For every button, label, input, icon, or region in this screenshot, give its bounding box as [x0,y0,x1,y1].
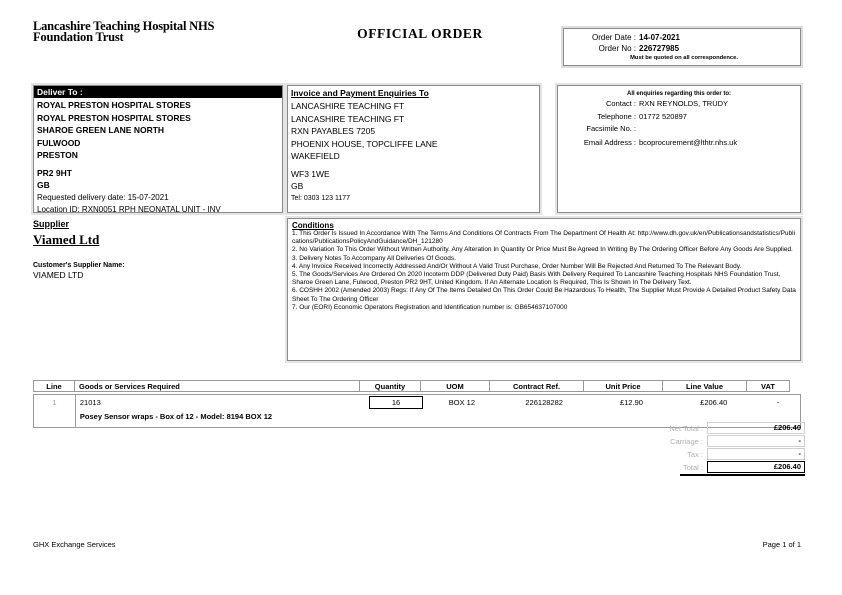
invoice-line: RXN PAYABLES 7205 [291,126,376,136]
row-uom: BOX 12 [448,398,476,407]
order-date-value: 14-07-2021 [639,33,680,42]
invoice-line: LANCASHIRE TEACHING FT [291,113,405,124]
email-value: bcoprocurement@lthtr.nhs.uk [639,137,738,147]
carriage-row [556,435,805,447]
deliver-postcode: PR2 9HT [37,167,72,178]
condition-6: 6. COSHH 2002 (Amended 2003) Regs: If Any Of The Items Detailed On This Order Could Be Hazardous To Health, The Supplier Must Provide A Detailed Product Safety Data Sheet To The Ordering Officer [292,287,796,303]
location-id: Location ID: RXN0051 RPH NEONATAL UNIT - INV [37,204,221,214]
invoice-enquiries-header: Invoice and Payment Enquiries To [291,88,429,98]
condition-5: 5. The Goods/Services Are Ordered On 2020 Incoterm DDP (Delivered Duty Paid) Basis With Delivery Required To Lancashire Teaching Hospitals NHS Foundation Trust, Sharoe Green Lane, Fulwood, Preston PR2 9HT, United Kingdom. If An Alternate Location Is Required, This Is Shown In The Delivery Text. [292,271,781,287]
footer-page-number: Page 1 of 1 [762,540,801,549]
item-code: 21013 [79,398,101,407]
condition-1: 1. This Order Is Issued In Accordance With The Terms And Conditions Of Contracts From The Department Of Health At: http://www.dh.gov.uk/en/Publicationsandstatistics/Publications/PublicationsPolicyAndGuidance/DH_121280 [292,230,796,246]
tax-label: Tax : [687,449,703,459]
fax-row [558,123,800,136]
conditions-heading: Conditions [292,221,334,230]
deliver-line: FULWOOD [37,137,81,148]
condition-7: 7. Our (EORI) Economic Operators Registration and Identification number is: GB654637107000 [292,303,568,311]
condition-4: 4. Any Invoice Received Incorrectly Addressed And/Or Without A Valid Trust Purchase, Order Number Will Be Rejected And Returned To The Relevant Body. [292,262,742,270]
deliver-line: ROYAL PRESTON HOSPITAL STORES [37,112,191,123]
item-description: Posey Sensor wraps - Box of 12 - Model: 8194 BOX 12 [79,412,273,421]
total-label: Total : [682,462,703,472]
email-row [558,137,800,150]
trust-name-line2: Foundation Trust [33,30,124,44]
order-no-value: 226727985 [639,44,680,53]
items-table-header [33,380,801,392]
invoice-telephone: Tel: 0303 123 1177 [291,194,351,202]
condition-2: 2. No Variation To This Order Without Written Authority. Any Alteration In Quantity Or Price Must Be Agreed In Writing By The Ordering Officer Before Any Goods Are Supplied. [292,246,793,254]
deliver-country: GB [37,180,50,190]
deliver-line: SHAROE GREEN LANE NORTH [37,125,165,135]
telephone-label: Telephone : [597,111,636,121]
col-header-unit-price: Unit Price [583,380,663,392]
conditions-box [287,218,801,361]
col-header-uom: UOM [420,380,490,392]
footer-service-name: GHX Exchange Services [33,540,116,549]
document-title: OFFICIAL ORDER [357,26,483,41]
col-header-quantity: Quantity [359,380,421,392]
row-vat: - [776,398,780,407]
totals-section [556,422,805,476]
total-value: £206.40 [707,461,805,473]
supplier-section [33,219,283,280]
quantity-value: 16 [369,396,423,409]
items-table [33,380,801,428]
quote-note: Must be quoted on all correspondence. [630,55,738,61]
order-date-label: Order Date : [591,33,636,42]
order-enquiries-box [557,85,801,213]
invoice-enquiries-box [287,85,540,213]
requested-delivery-date: Requested delivery date: 15-07-2021 [37,192,169,202]
contact-row [558,98,800,111]
col-header-line: Line [33,380,75,392]
carriage-value: - [707,435,805,447]
row-quantity-cell [365,395,427,427]
deliver-line: ROYAL PRESTON HOSPITAL STORES [37,100,191,110]
telephone-row [558,111,800,124]
invoice-postcode: WF3 1WE [291,168,330,179]
invoice-line: LANCASHIRE TEACHING FT [291,101,405,111]
deliver-to-box [33,85,283,213]
row-goods-cell [76,395,365,427]
net-total-row [556,422,805,434]
order-no-label: Order No : [598,44,636,53]
enquiries-heading: All enquiries regarding this order to: [626,91,731,97]
col-header-line-value: Line Value [662,380,747,392]
col-header-vat: VAT [746,380,790,392]
trust-name [33,21,273,43]
contact-label: Contact : [605,99,636,108]
fax-label: Facsimile No. : [586,124,636,133]
customer-supplier-label: Customer's Supplier Name: [33,262,125,269]
deliver-line: PRESTON [37,150,78,160]
col-header-contract-ref: Contract Ref. [489,380,584,392]
customer-supplier-value: VIAMED LTD [33,270,84,280]
supplier-heading: Supplier [33,219,70,229]
invoice-line: WAKEFIELD [291,151,340,161]
net-total-value: £206.40 [707,422,805,434]
supplier-name: Viamed Ltd [33,232,100,247]
order-date-row [564,32,800,43]
invoice-country: GB [291,181,304,191]
total-row [556,461,805,473]
row-line-value: £206.40 [700,398,728,407]
col-header-goods: Goods or Services Required [74,380,360,392]
row-line-number: 1 [34,395,76,427]
net-total-label: Net Total : [669,423,703,433]
contact-value: RXN REYNOLDS, TRUDY [639,99,729,108]
total-underline [680,474,805,476]
invoice-line: PHOENIX HOUSE, TOPCLIFFE LANE [291,138,438,149]
order-no-row [564,43,800,54]
tax-value: - [707,448,805,460]
email-label: Email Address : [583,137,636,147]
deliver-to-header: Deliver To : [34,86,282,98]
telephone-value: 01772 520897 [639,111,687,121]
invoice-address [288,99,539,193]
tax-row [556,448,805,460]
order-info-box [563,28,801,66]
row-contract-ref: 226128282 [525,398,563,407]
trust-name-line1: Lancashire Teaching Hospital NHS [33,19,215,33]
condition-3: 3. Delivery Notes To Accompany All Deliveries Of Goods. [292,254,456,262]
carriage-label: Carriage : [670,436,703,446]
deliver-to-address [34,98,282,216]
row-unit-price: £12.90 [619,398,643,407]
